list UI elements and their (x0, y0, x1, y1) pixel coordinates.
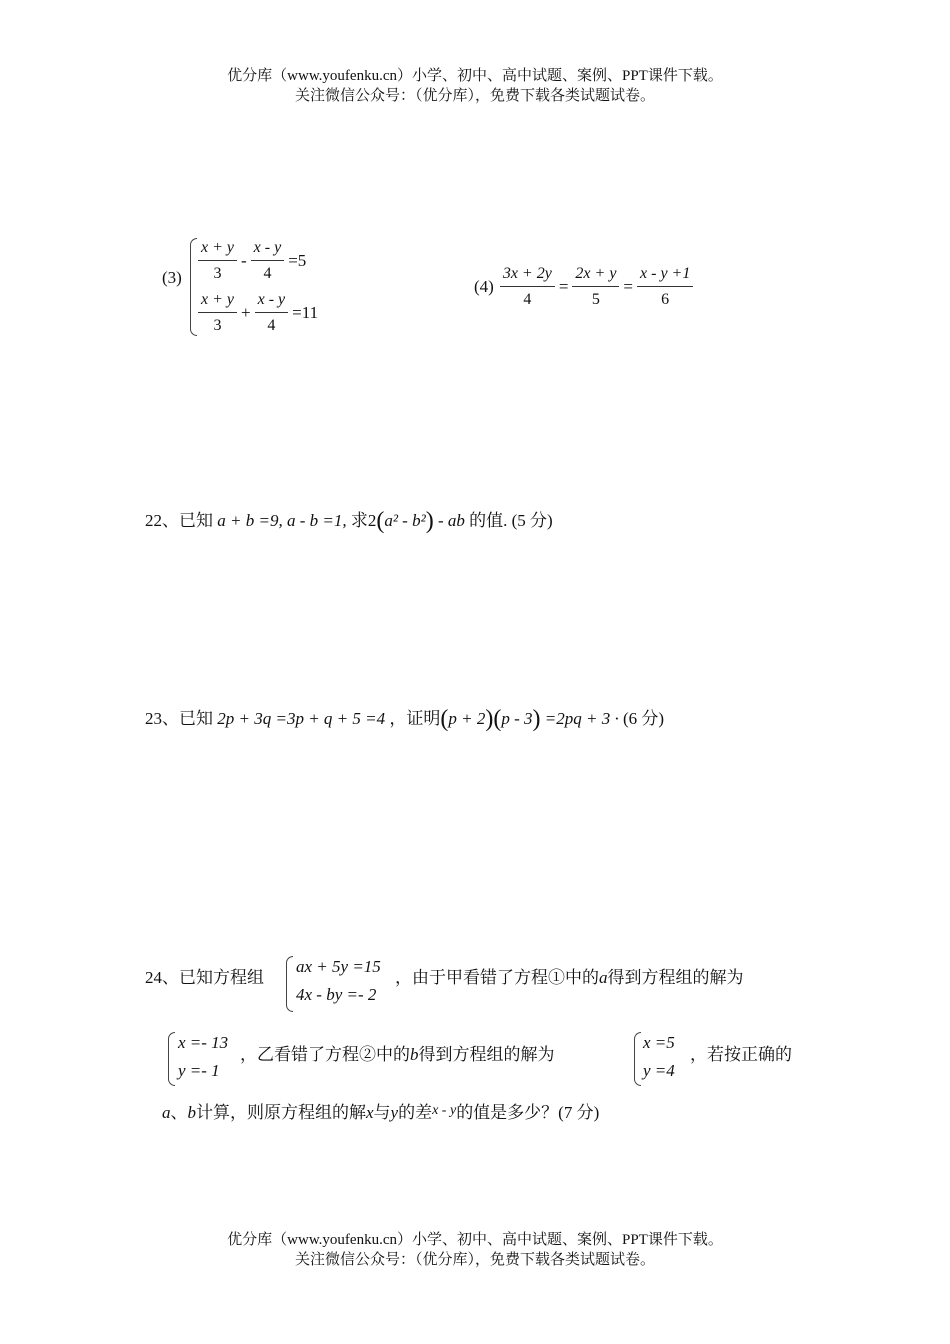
p24-line3-y: y (390, 1103, 399, 1122)
p22-condition: a + b =9, a - b =1, (217, 511, 347, 530)
p24-line2-text (240, 1040, 555, 1065)
denominator: 5 (591, 291, 600, 308)
p24-text5: ，若按正确的 (690, 1045, 792, 1064)
p24-line3-t2: 与 (373, 1103, 391, 1122)
p24-solution1-x: x =- 13 (178, 1033, 229, 1052)
p22-tail: - ab (437, 511, 465, 530)
p22-end: 的值. (5 分) (469, 511, 553, 530)
p24-system-eq2: 4x - by =- 2 (296, 985, 377, 1004)
p24-line3-t4: 的值是多少？(7 分) (456, 1103, 600, 1122)
numerator: x - y +1 (637, 264, 693, 287)
paren-open: ( (376, 508, 385, 534)
numerator: x - y (255, 290, 289, 313)
p23-factor-1: p + 2 (448, 709, 486, 728)
q4-label: (4) (474, 277, 494, 296)
p24-line1-text (395, 963, 744, 988)
numerator: 2x + y (572, 264, 619, 287)
paren-close: ) (425, 508, 434, 534)
numerator: 3x + 2y (500, 264, 555, 287)
rhs: =11 (292, 303, 319, 322)
equals: = (623, 277, 634, 296)
header-line-1: 优分库（www.youfenku.cn）小学、初中、高中试题、案例、PPT课件下载。 (227, 68, 723, 84)
p24-line3-sep: 、 (170, 1103, 188, 1122)
p23-rhs: =2pq + 3 · (544, 709, 619, 728)
q3-eq1-frac1 (198, 238, 237, 284)
p24-line3-a: a (162, 1103, 171, 1122)
paren-close: ) (532, 706, 541, 732)
numerator: x - y (251, 238, 285, 261)
p24-intro: 24、已知方程组 (145, 968, 264, 987)
problem-22 (145, 506, 553, 535)
equals: = (558, 277, 569, 296)
p24-text1: ，由于甲看错了方程①中的 (395, 968, 599, 987)
p22-ask: 求2 (350, 511, 377, 530)
q4-equation (474, 264, 695, 310)
operator: + (241, 303, 251, 322)
p24-solution2-y: y =4 (643, 1061, 675, 1080)
q3-label: (3) (162, 268, 182, 287)
denominator: 4 (267, 317, 276, 334)
footer-line-2: 关注微信公众号：（优分库），免费下载各类试题试卷。 (294, 1252, 655, 1268)
q4-frac3 (637, 264, 693, 310)
p22-inner: a² - b² (384, 511, 426, 530)
footer-line-1: 优分库（www.youfenku.cn）小学、初中、高中试题、案例、PPT课件下载。 (227, 1232, 723, 1248)
p24-line3-b: b (187, 1103, 196, 1122)
p24-solution1-y: y =- 1 (178, 1061, 220, 1080)
q3-equation-1 (196, 238, 308, 284)
p24-line3-expr: x - y (432, 1103, 457, 1118)
denominator: 3 (213, 265, 222, 282)
p24-solution2-brace (634, 1032, 641, 1086)
p24-system-eq1: ax + 5y =15 (296, 957, 381, 976)
p24-line3-t3: 的差 (398, 1103, 433, 1122)
rhs: =5 (288, 251, 307, 270)
header-line-2: 关注微信公众号：（优分库），免费下载各类试题试卷。 (294, 88, 655, 104)
numerator: x + y (198, 290, 237, 313)
paren-open: ( (440, 706, 449, 732)
p24-text4: 得到方程组的解为 (418, 1045, 555, 1064)
p24-solution1-brace (168, 1032, 175, 1086)
paren-close: ) (485, 706, 494, 732)
q4-frac1 (500, 264, 555, 310)
p24-var-a: a (599, 968, 608, 987)
p22-number: 22、已知 (145, 511, 213, 530)
p24-line3-x: x (366, 1103, 374, 1122)
p23-number: 23、已知 (145, 709, 213, 728)
operator: - (241, 251, 247, 270)
p24-solution2-x: x =5 (643, 1033, 675, 1052)
denominator: 4 (523, 291, 532, 308)
p23-score: (6 分) (622, 709, 665, 728)
p24-line3-t1: 计算，则原方程组的解 (196, 1103, 366, 1122)
denominator: 6 (661, 291, 670, 308)
p24-var-b: b (410, 1045, 419, 1064)
q3-equation-2 (196, 290, 320, 336)
q3-eq2-frac1 (198, 290, 237, 336)
p24-line3 (162, 1098, 599, 1123)
q4-frac2 (572, 264, 619, 310)
denominator: 3 (213, 317, 222, 334)
paren-open: ( (493, 706, 502, 732)
q3-eq1-frac2 (251, 238, 285, 284)
p23-condition: 2p + 3q =3p + q + 5 =4 (217, 709, 386, 728)
p24-system-brace (286, 956, 293, 1012)
p23-factor-2: p - 3 (501, 709, 533, 728)
p24-text2: 得到方程组的解为 (607, 968, 744, 987)
p23-mid: ，证明 (389, 709, 441, 728)
numerator: x + y (198, 238, 237, 261)
p24-text3: ，乙看错了方程②中的 (240, 1045, 410, 1064)
problem-23 (145, 704, 664, 733)
q3-eq2-frac2 (255, 290, 289, 336)
denominator: 4 (263, 265, 272, 282)
